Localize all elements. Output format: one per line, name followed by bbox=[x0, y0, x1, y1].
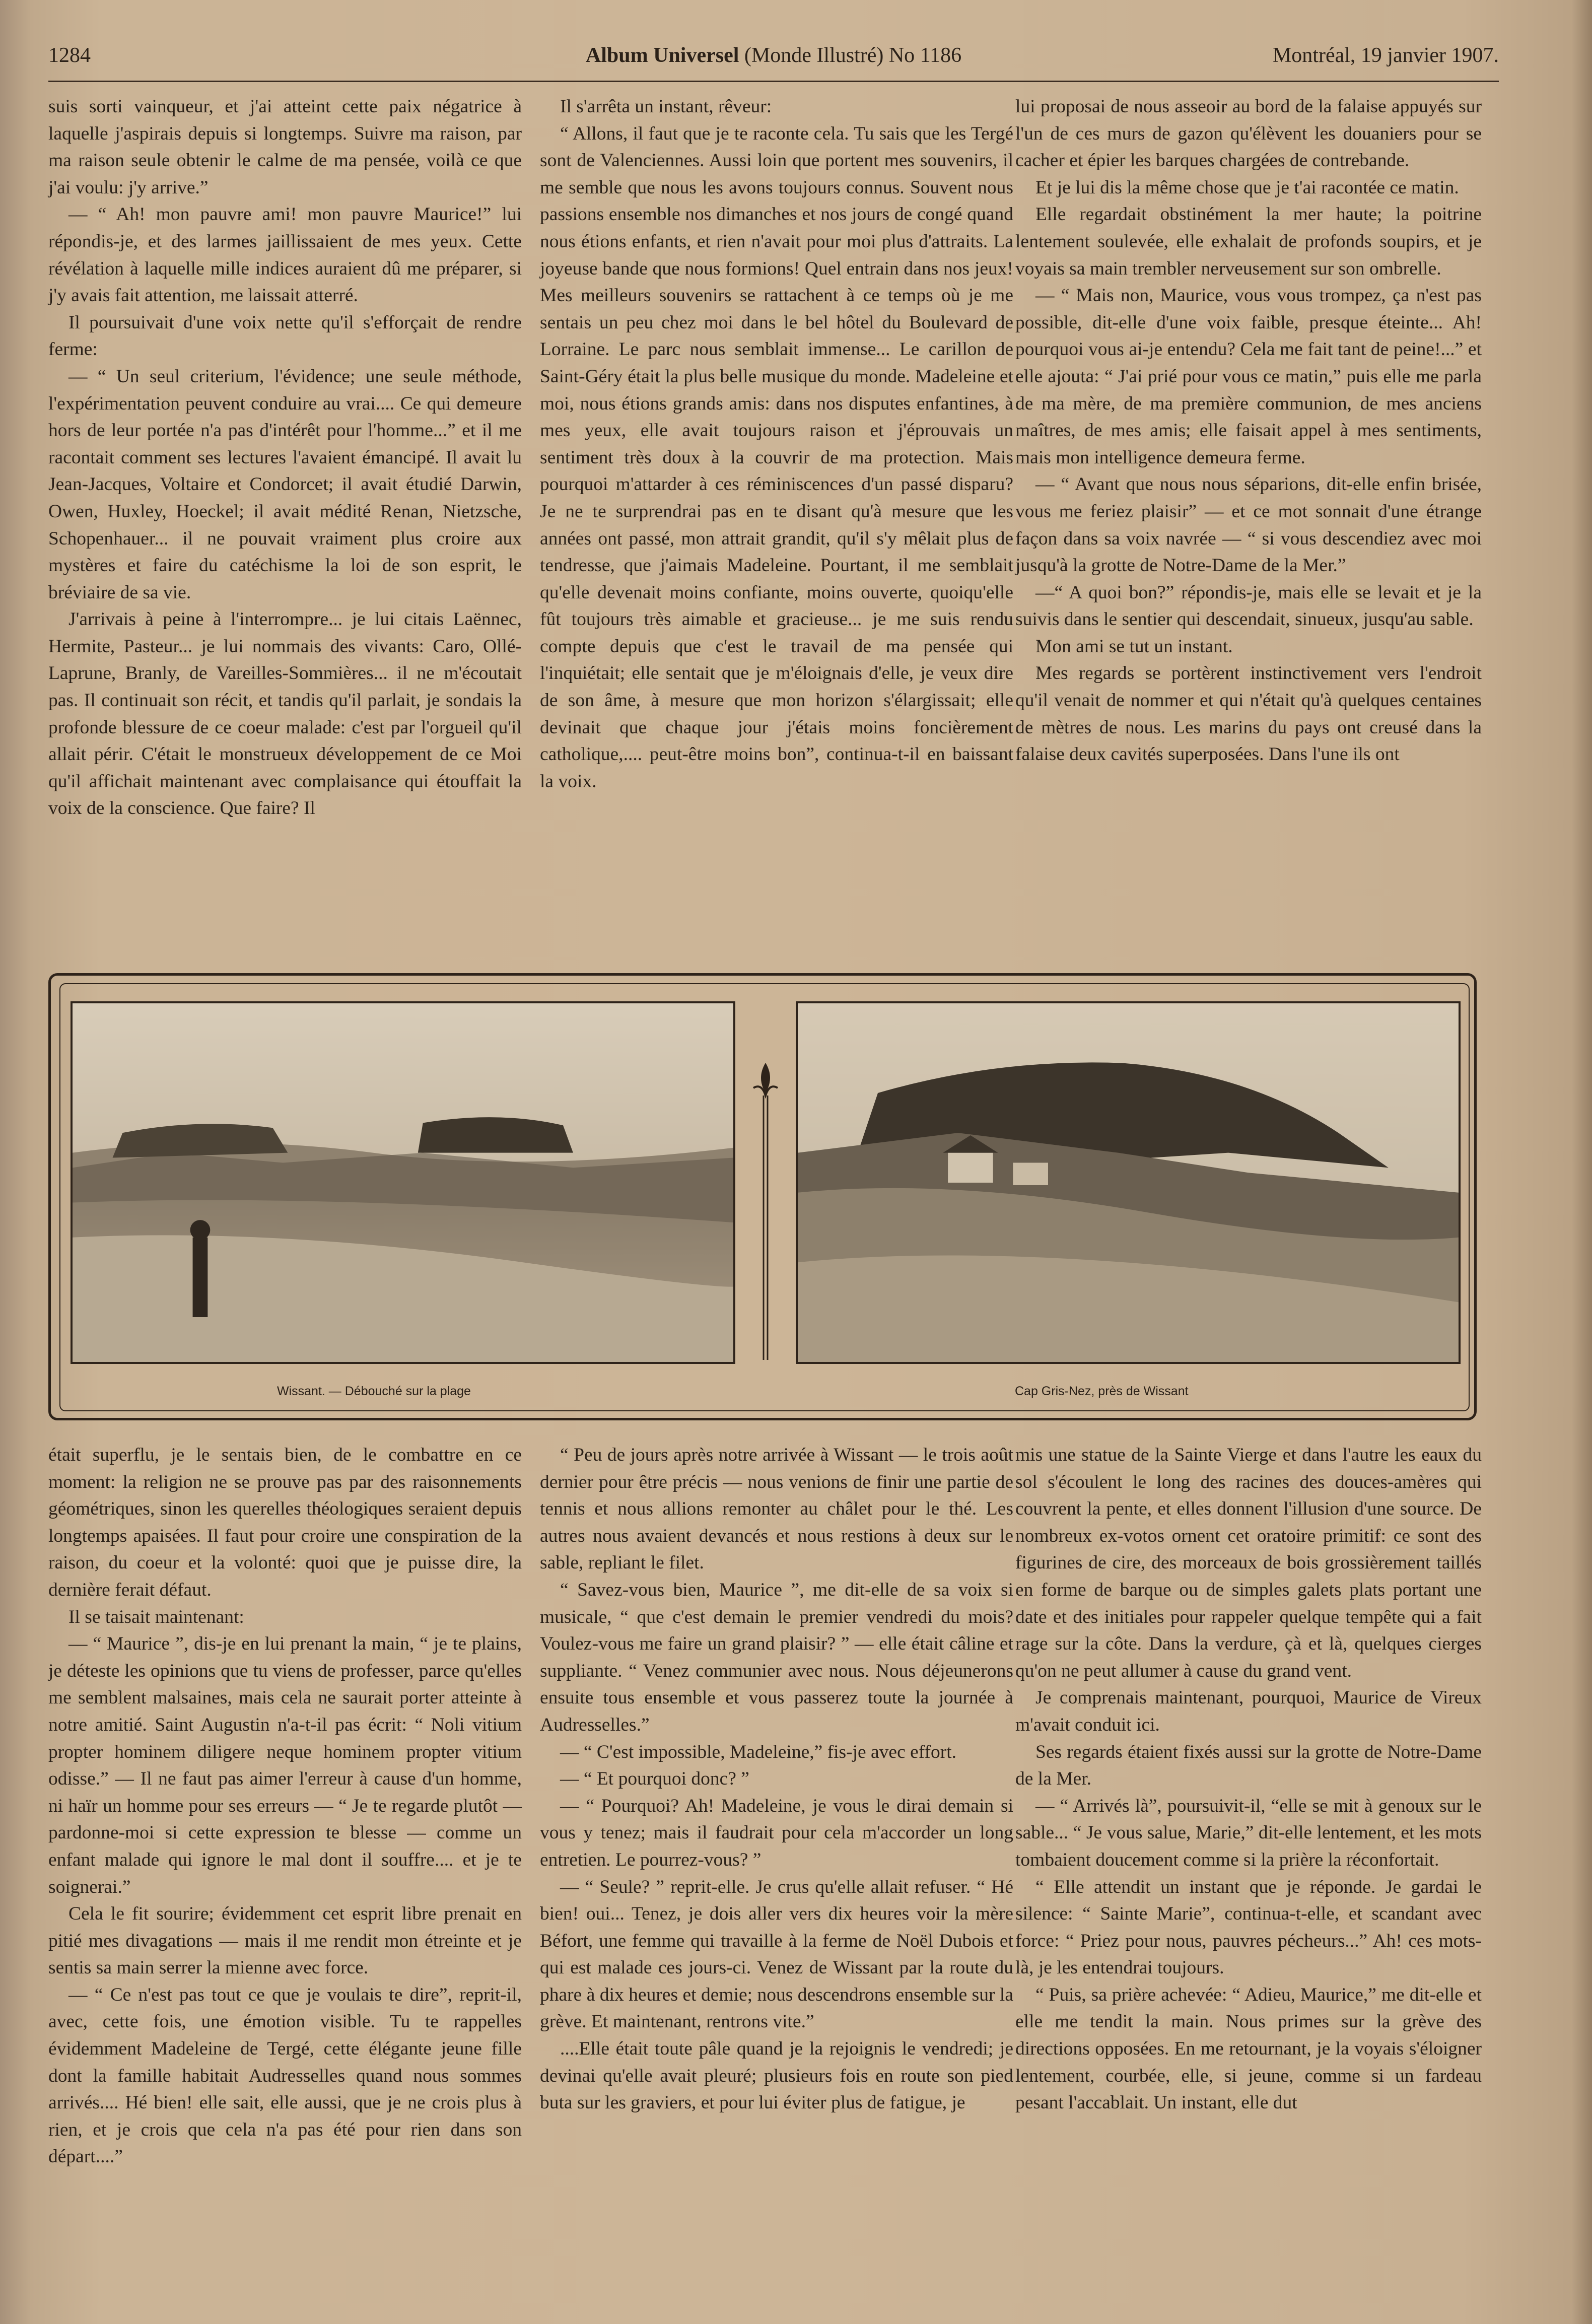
paragraph: Mes regards se portèrent instinctivement vers l'endroit qu'il venait de nommer et qui n'était qu'à quelques centaines de mètres de nous. Les marins du pays ont creusé dans la falaise deux cavités superposées. Dans l'une ils ont bbox=[1015, 663, 1482, 765]
issue-date: Montréal, 19 janvier 1907. bbox=[1272, 44, 1499, 67]
paragraph: lui proposai de nous asseoir au bord de la falaise appuyés sur l'un de ces murs de gazon qu'élèvent les douaniers pour se cacher et épier les barques chargées de contrebande. bbox=[1015, 96, 1482, 171]
paragraph: était superflu, je le sentais bien, de le combattre en ce moment: la religion ne se prouve pas par des raisonnements géométriques, sinon les querelles théologiques seraient depuis longtemps apaisées. Il faut pour croire une conspiration de la raison, du coeur et la volonté: quoi que je puisse dire, la dernière ferait défaut. bbox=[48, 1445, 522, 1600]
column-2-top bbox=[540, 93, 1013, 795]
paragraph: “ Puis, sa prière achevée: “ Adieu, Maurice,” me dit-elle et elle me tendit la main. Nous primes sur la grève des directions opposées. En me retournant, je la voyais s'éloigner lentement, courbée, elle, si jeune, comme si un fardeau pesant l'accablait. Un instant, elle dut bbox=[1015, 1984, 1482, 2113]
paragraph: Mon ami se tut un instant. bbox=[1035, 636, 1233, 657]
paragraph: ....Elle était toute pâle quand je la rejoignis le vendredi; je devinai qu'elle avait pleuré; plusieurs fois en route son pied buta sur les graviers, et pour lui éviter plus de fatigue, je bbox=[540, 2038, 1013, 2113]
paragraph: — “ Seule? ” reprit-elle. Je crus qu'elle allait refuser. “ Hé bien! oui... Tenez, je dois aller vers dix heures voir la mère Béfort, une femme qui travaille à la ferme de Noël Dubois et qui est malade ces jours-ci. Venez de Wissant par la route du phare à dix heures et demie; nous descendrons ensemble sur la grève. Et maintenant, rentrons vite.” bbox=[540, 1876, 1013, 2032]
paragraph: Il poursuivait d'une voix nette qu'il s'efforçait de rendre ferme: bbox=[48, 312, 522, 360]
caption-left: Wissant. — Débouché sur la plage bbox=[277, 1384, 471, 1398]
paragraph: mis une statue de la Sainte Vierge et dans l'autre les eaux du sol s'écoulent le long des racines des douces-amères qui couvrent la pente, et elles donnent l'illusion d'une source. De nombreux ex-votos ornent cet oratoire primitif: ce sont des figurines de cire, des morceaux de bois grossièrement taillés en forme de barque ou de simples galets plats portant une date et des initiales pour rappeler quelque tempête qui a fait rage sur la côte. Dans la verdure, çà et là, quelques cierges qu'on ne peut allumer à cause du grand vent. bbox=[1015, 1445, 1482, 1681]
page-number: 1284 bbox=[48, 44, 91, 67]
column-1-top bbox=[48, 93, 522, 822]
paragraph: — “ Ce n'est pas tout ce que je voulais te dire”, reprit-il, avec, cette fois, une émotion visible. Tu te rappelles évidemment Madeleine de Tergé, cette élégante jeune fille dont la famille habitait Audresselles quand nous sommes arrivés.... Hé bien! elle sait, elle aussi, que je ne crois plus à rien, et je crois que cela n'a pas été pour rien dans son départ....” bbox=[48, 1984, 522, 2167]
paragraph: Et je lui dis la même chose que je t'ai racontée ce matin. bbox=[1035, 177, 1459, 198]
paragraph: — “ Ah! mon pauvre ami! mon pauvre Maurice!” lui répondis-je, et des larmes jaillissaient de mes yeux. Cette révélation à laquelle mille indices auraient dû me préparer, si j'y avais fait attention, me laissait atterré. bbox=[48, 204, 522, 306]
paragraph: — “ Maurice ”, dis-je en lui prenant la main, “ je te plains, je déteste les opinions que tu viens de professer, parce qu'elles me semblent malsaines, mais cela ne saurait porter atteinte à notre amitié. Saint Augustin n'a-t-il pas écrit: “ Noli vitium propter hominem diligere neque hominem propter vitium odisse.” — Il ne faut pas aimer l'erreur à cause d'un homme, ni haïr un homme pour ses erreurs — “ Je te regarde plutôt — pardonne-moi si cette expression te blesse — comme un enfant malade qui ignore le mal dont il souffre.... et je te soignerai.” bbox=[48, 1633, 522, 1897]
column-3-top bbox=[1015, 93, 1482, 768]
beach-illustration bbox=[73, 1003, 733, 1362]
paragraph: — “ Pourquoi? Ah! Madeleine, je vous le dirai demain si vous y tenez; mais il faudrait pour cela m'accorder un long entretien. Le pourrez-vous? ” bbox=[540, 1795, 1013, 1870]
paragraph: Il se taisait maintenant: bbox=[68, 1606, 244, 1627]
paragraph: — “ Un seul criterium, l'évidence; une seule méthode, l'expérimentation peuvent conduire au vrai.... Ce qui demeure hors de leur portée n'a pas d'intérêt pour l'homme...” et il me racontait comment ses lectures l'avaient émancipé. Il avait lu Jean-Jacques, Voltaire et Condorcet; il avait étudié Darwin, Owen, Huxley, Hoeckel; il avait médité Renan, Nietzsche, Schopenhauer... il ne pouvait vraiment plus croire aux mystères et faire du catéchisme la loi de son esprit, le bréviaire de sa vie. bbox=[48, 366, 522, 603]
paragraph: Cela le fit sourire; évidemment cet esprit libre prenait en pitié mes divagations — mais il me rendit mon étreinte et je sentis sa main serrer la mienne avec force. bbox=[48, 1903, 522, 1978]
paragraph: “ Elle attendit un instant que je réponde. Je gardai le silence: “ Sainte Marie”, continua-t-elle, et scandant avec force: “ Priez pour nous, pauvres pécheurs...” Ah! ces mots-là, je les entendrai toujours. bbox=[1015, 1876, 1482, 1978]
caption-right: Cap Gris-Nez, près de Wissant bbox=[1015, 1384, 1189, 1398]
paragraph: — “ Arrivés là”, poursuivit-il, “elle se mit à genoux sur le sable... “ Je vous salue, Marie,” dit-elle lentement, et les mots tombaient doucement comme si la prière la réconfortait. bbox=[1015, 1795, 1482, 1870]
paragraph: “ Allons, il faut que je te raconte cela. Tu sais que les Tergé sont de Valenciennes. Aussi loin que portent mes souvenirs, il me semble que nous les avons toujours connus. Souvent nous passions ensemble nos dimanches et nos jours de congé quand nous étions enfants, et rien n'avait pour moi plus d'attraits. La joyeuse bande que nous formions! Quel entrain dans nos jeux! Mes meilleurs souvenirs se rattachent à ce temps où je me sentais un peu chez moi dans le bel hôtel du Boulevard de Lorraine. Le parc nous semblait immense... Le carillon de Saint-Géry était la plus belle musique du monde. Madeleine et moi, nous étions grands amis: dans nos disputes enfantines, à mes yeux, elle avait toujours raison et j'éprouvais un sentiment très doux à la couvrir de ma protection. Mais pourquoi m'attarder à ces réminiscences d'un passé disparu? Je ne te surprendrai pas en te disant qu'à mesure que les années ont passé, mon attrait grandit, qu'il s'y mêlait plus de tendresse, que j'aimais Madeleine. Pourtant, il me semblait qu'elle devenait moins confiante, moins ouverte, quoiqu'elle fût toujours très aimable et gracieuse... je me suis rendu compte depuis que c'est le travail de ma pensée qui l'inquiétait; elle sentait que je m'éloignais d'elle, je veux dire de son âme, à mesure que mon horizon s'élargissait; elle devinait que chaque jour j'étais moins foncièrement catholique,.... peut-être moins bon”, continua-t-il en baissant la voix. bbox=[540, 123, 1013, 792]
photo-wissant-beach bbox=[71, 1001, 735, 1364]
paragraph: —“ A quoi bon?” répondis-je, mais elle se levait et je la suivis dans le sentier qui descendait, sinueux, jusqu'au sable. bbox=[1015, 582, 1482, 630]
column-2-bottom bbox=[540, 1442, 1013, 2116]
publication-issue: (Monde Illustré) No 1186 bbox=[739, 44, 962, 67]
cliff-illustration bbox=[798, 1003, 1459, 1362]
paragraph: — “ Mais non, Maurice, vous vous trompez, ça n'est pas possible, dit-elle d'une voix faible, presque éteinte... Ah! pourquoi vous ai-je entendu? Cela me fait tant de peine!...” et elle ajouta: “ J'ai prié pour vous ce matin,” puis elle me parla de ma mère, de ma première communion, de mes anciens maîtres, de mes amis; elle faisait appel à mes sentiments, mais mon intelligence demeura ferme. bbox=[1015, 285, 1482, 468]
page-header bbox=[48, 43, 1499, 79]
page-edge-shadow bbox=[1572, 0, 1592, 2324]
paragraph: “ Peu de jours après notre arrivée à Wissant — le trois août dernier pour être précis — nous venions de finir une partie de tennis et nous allions remonter au châlet pour le thé. Les autres nous avaient devancés et nous restions à deux sur le sable, repliant le filet. bbox=[540, 1445, 1013, 1574]
paragraph: Il s'arrêta un instant, rêveur: bbox=[560, 96, 772, 117]
publication-name: Album Universel bbox=[585, 44, 739, 67]
paragraph: — “ C'est impossible, Madeleine,” fis-je avec effort. bbox=[560, 1741, 957, 1762]
paragraph: “ Savez-vous bien, Maurice ”, me dit-elle de sa voix si musicale, “ que c'est demain le premier vendredi du mois? Voulez-vous me faire un grand plaisir? ” — elle était câline et suppliante. “ Venez communier avec nous. Nous déjeunerons ensuite tous ensemble et vous passerez toute la journée à Audresselles.” bbox=[540, 1579, 1013, 1735]
column-3-bottom bbox=[1015, 1442, 1482, 2116]
paragraph: Je comprenais maintenant, pourquoi, Maurice de Vireux m'avait conduit ici. bbox=[1015, 1687, 1482, 1735]
photo-cap-gris-nez bbox=[796, 1001, 1461, 1364]
column-1-bottom bbox=[48, 1442, 522, 2170]
paragraph: suis sorti vainqueur, et j'ai atteint cette paix négatrice à laquelle j'aspirais depuis si longtemps. Suivre ma raison, par ma raison seule obtenir le calme de ma pensée, voilà ce que j'ai voulu: j'y arrive.” bbox=[48, 96, 522, 198]
paragraph: — “ Avant que nous nous séparions, dit-elle enfin brisée, vous me feriez plaisir” — et ce mot sonnait d'une étrange façon dans sa voix navrée — “ si vous descendiez avec moi jusqu'à la grotte de Notre-Dame de la Mer.” bbox=[1015, 474, 1482, 576]
paragraph: Ses regards étaient fixés aussi sur la grotte de Notre-Dame de la Mer. bbox=[1015, 1741, 1482, 1790]
fleur-de-lis-divider-icon bbox=[749, 1058, 782, 1360]
paragraph: Elle regardait obstinément la mer haute; la poitrine lentement soulevée, elle exhalait de profonds soupirs, et je voyais sa main trembler nerveusement sur son ombrelle. bbox=[1015, 204, 1482, 279]
paragraph: — “ Et pourquoi donc? ” bbox=[560, 1768, 749, 1790]
paragraph: J'arrivais à peine à l'interrompre... je lui citais Laënnec, Hermite, Pasteur... je lui nommais des vivants: Caro, Ollé-Laprune, Branly, de Vareilles-Sommières... il ne m'écoutait pas. Il continuait son récit, et tandis qu'il parlait, je sondais la profonde blessure de ce coeur malade: c'est par l'orgueil qu'il allait périr. C'était le monstrueux développement de ce Moi qu'il affichait maintenant avec complaisance qui étouffait la voix de la conscience. Que faire? Il bbox=[48, 609, 522, 819]
header-rule bbox=[48, 81, 1499, 82]
